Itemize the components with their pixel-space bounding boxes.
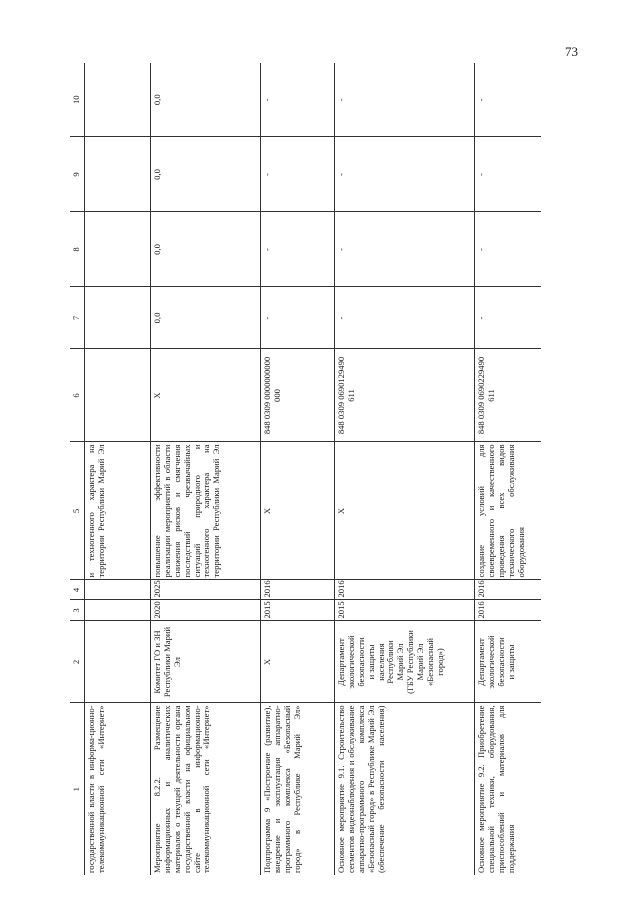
budget-code (85, 349, 151, 442)
executor-line: населения (375, 643, 386, 681)
value-col-9: - (475, 137, 541, 212)
end-year: 2016 (335, 580, 475, 600)
end-year (85, 580, 151, 600)
executor (85, 621, 151, 703)
value-col-10: - (475, 63, 541, 137)
measure-name: Основное мероприятие 9.2. Приобретение специальной техники, оборудования, приспособлений и материалов для поддержания (476, 705, 516, 873)
column-number: 1 (70, 703, 85, 875)
executor-line: и защиты (365, 644, 376, 680)
table-row (335, 63, 475, 875)
value-col-8 (85, 212, 151, 287)
executor-line: «Безопасный (424, 638, 435, 686)
column-number: 4 (70, 580, 85, 600)
end-year: 2025 (151, 580, 261, 600)
start-year: 2015 (335, 600, 475, 621)
value-col-9: - (261, 137, 335, 212)
value-col-9 (85, 137, 151, 212)
expected-result: создание условий для своевременного и качественного проведения всех видов технического обслуживания оборудования (475, 442, 541, 580)
start-year: 2016 (475, 600, 541, 621)
executor (335, 621, 475, 703)
executor: Х (261, 621, 335, 703)
expected-result: Х (335, 442, 475, 580)
measure-name: Основное мероприятие 9.1. Строительство сегментов видеонаблюдения и обслуживание аппаратно-программного комплекса «Безопасный город» в Республике Марий Эл (обеспечение безопасности населения) (336, 705, 386, 873)
column-number: 6 (70, 349, 85, 442)
executor-line: (ГБУ Республики (405, 630, 416, 694)
executor-line: Марий Эл (415, 643, 425, 681)
value-col-8: - (261, 212, 335, 287)
executor-line: Департамент (476, 638, 486, 686)
executor-line: и защиты (505, 644, 516, 680)
budget-code: 848 0309 0690129490 611 (335, 349, 475, 442)
expected-result: и техногенного характера на территории Республики Марий Эл (85, 442, 151, 580)
end-year: 2016 (475, 580, 541, 600)
program-measures-table (70, 63, 541, 875)
column-number-row (70, 63, 85, 875)
value-col-9: - (335, 137, 475, 212)
measure-name: Подпрограмма 9 «Построение (развитие), внедрение и эксплуатация аппаратно-программного комплекса «Безопасный город» в Республике Марий Эл» (262, 705, 302, 873)
executor-line: Департамент (336, 638, 346, 686)
table-row (475, 63, 541, 875)
executor-line: экологической (485, 635, 496, 689)
value-col-10: - (335, 63, 475, 137)
value-col-8: - (475, 212, 541, 287)
executor-line: Марий Эл (395, 643, 406, 681)
column-number: 5 (70, 442, 85, 580)
executor-line: экологической (345, 635, 356, 689)
end-year: 2016 (261, 580, 335, 600)
value-col-7: - (475, 287, 541, 349)
executor-line: Республики (385, 640, 396, 684)
column-number: 8 (70, 212, 85, 287)
column-number: 9 (70, 137, 85, 212)
executor-line: безопасности (355, 637, 366, 687)
executor (475, 621, 541, 703)
column-number: 10 (70, 63, 85, 137)
value-col-8: 0,0 (151, 212, 261, 287)
value-col-10: - (261, 63, 335, 137)
column-number: 2 (70, 621, 85, 703)
budget-code: 848 0309 0690229490 611 (475, 349, 541, 442)
table-row (261, 63, 335, 875)
budget-code: 848 0309 0000000000 000 (261, 349, 335, 442)
value-col-7: - (261, 287, 335, 349)
value-col-10 (85, 63, 151, 137)
executor-line: безопасности (495, 637, 506, 687)
measure-name: государственной власти в информа-ционно-телекоммуникационной сети «Интернет» (86, 705, 106, 873)
page-number: 73 (565, 44, 578, 59)
value-col-8: - (335, 212, 475, 287)
expected-result: Х (261, 442, 335, 580)
budget-code: Х (151, 349, 261, 442)
value-col-9: 0,0 (151, 137, 261, 212)
rotated-table-wrapper (70, 63, 635, 875)
expected-result: повышение эффективности реализации мероприятий в области снижения рисков и смягчения последствий чрезвычайных ситуаций природного и техногенного характера на территории Республики Марий Эл (151, 442, 261, 580)
executor-line: город») (434, 648, 445, 676)
start-year (85, 600, 151, 621)
table-row (151, 63, 261, 875)
column-number: 7 (70, 287, 85, 349)
start-year: 2020 (151, 600, 261, 621)
value-col-7: 0,0 (151, 287, 261, 349)
column-number: 3 (70, 600, 85, 621)
executor: Комитет ГО и ЗН Республики Марий Эл (151, 621, 261, 703)
value-col-7 (85, 287, 151, 349)
measure-name: Мероприятие 8.2.2. Размещение информационных и аналитических материалов о текущей деятельности органа государственной власти на официальном сайте в информационно-телекоммуникационной сети «Интернет» (152, 705, 212, 873)
start-year: 2015 (261, 600, 335, 621)
table-row (85, 63, 151, 875)
value-col-7: - (335, 287, 475, 349)
value-col-10: 0,0 (151, 63, 261, 137)
